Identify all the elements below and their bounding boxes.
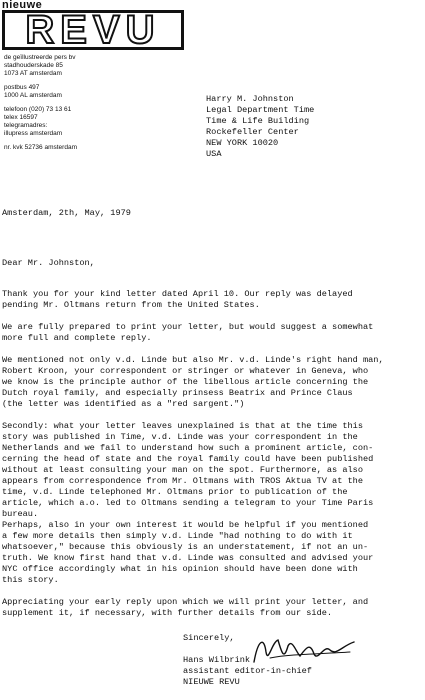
recipient-address [206,94,314,160]
recipient-line: Rockefeller Center [206,127,299,137]
paragraph-line: whatsoever," because this obviously is an understatement, if not an un- [2,542,369,552]
paragraph [2,597,422,619]
paragraph-line: Netherlands and we fail to understand how such a prominent article, con- [2,443,374,453]
paragraph-line: Secondly: what your letter leaves unexplained is that at the time this [2,421,363,431]
recipient-line: USA [206,149,222,159]
salutation: Dear Mr. Johnston, [2,258,95,268]
paragraph-line: NYC office accordingly what in his opinion should have been done with [2,564,358,574]
paragraph [2,289,422,311]
logo-revu: REVU [2,10,184,50]
paragraph [2,322,422,344]
paragraph [2,421,422,586]
paragraph-line: more full and complete reply. [2,333,152,343]
paragraph-line: We mentioned not only v.d. Linde but also Mr. v.d. Linde's right hand man, [2,355,384,365]
letter-date: Amsterdam, 2th, May, 1979 [2,208,131,218]
paragraph-line: without at least consulting your man on the spot. Furthermore, as also [2,465,363,475]
company-address [4,54,144,152]
company-line: illupress amsterdam [4,130,63,137]
recipient-line: Harry M. Johnston [206,94,294,104]
paragraph-line: truth. We know first hand that v.d. Linde was consulted and advised your [2,553,374,563]
paragraph-line: bureau. [2,509,39,519]
paragraph-line: Robert Kroon, your correspondent or stringer or whatever in Geneva, who [2,366,369,376]
paragraph-line: story was published in Time, v.d. Linde was your correspondent in the [2,432,358,442]
paragraph-line: a few more details then simply v.d. Linde "had nothing to do with it [2,531,353,541]
closing-line: Sincerely, [183,633,235,643]
paragraph-line: supplement it, if necessary, with further details from our side. [2,608,333,618]
handwritten-signature [250,632,360,672]
paragraph-line: pending Mr. Oltmans return from the United States. [2,300,260,310]
paragraph-line: (the letter was identified as a "red sargent.") [2,399,245,409]
paragraph-line: article, which a.o. led to Oltmans sending a telegram to your Time Paris [2,498,374,508]
company-line: 1000 AL amsterdam [4,92,62,99]
paragraph-line: time, v.d. Linde telephoned Mr. Oltmans prior to publication of the [2,487,348,497]
paragraph-line: we know is the principle author of the libellous article concerning the [2,377,369,387]
company-line: telegramadres: [4,122,48,129]
closing-line: NIEUWE REVU [183,677,240,687]
paragraph-line: Thank you for your kind letter dated April 10. Our reply was delayed [2,289,353,299]
company-line: stadhouderskade 85 [4,62,63,69]
paragraph-line: appears from correspondence from Mr. Oltmans with TROS Aktua TV at the [2,476,363,486]
closing-line: Hans Wilbrink [183,655,251,665]
company-line: telex 16597 [4,114,38,121]
paragraph-line: We are fully prepared to print your letter, but would suggest a somewhat [2,322,374,332]
company-line: 1073 AT amsterdam [4,70,62,77]
paragraph-line: cerning the head of state and the royal family could have been published [2,454,374,464]
recipient-line: NEW YORK 10020 [206,138,279,148]
closing-line: assistant editor-in-chief [183,666,312,676]
paragraph-line: Perhaps, also in your own interest it would be helpful if you mentioned [2,520,369,530]
recipient-line: Legal Department Time [206,105,315,115]
paragraph-line: this story. [2,575,59,585]
paragraph-line: Appreciating your early reply upon which we will print your letter, and [2,597,369,607]
paragraph [2,355,422,410]
letter-body [2,289,422,630]
company-line: postbus 497 [4,84,40,91]
paragraph-line: Dutch royal family, and especially prinsess Beatrix and Prince Claus [2,388,353,398]
logo-small-text: nieuwe [2,0,43,11]
company-line: nr. kvk 52736 amsterdam [4,144,77,151]
company-line: telefoon (020) 73 13 61 [4,106,72,113]
company-line: de geïllustreerde pers bv [4,54,76,61]
recipient-line: Time & Life Building [206,116,310,126]
